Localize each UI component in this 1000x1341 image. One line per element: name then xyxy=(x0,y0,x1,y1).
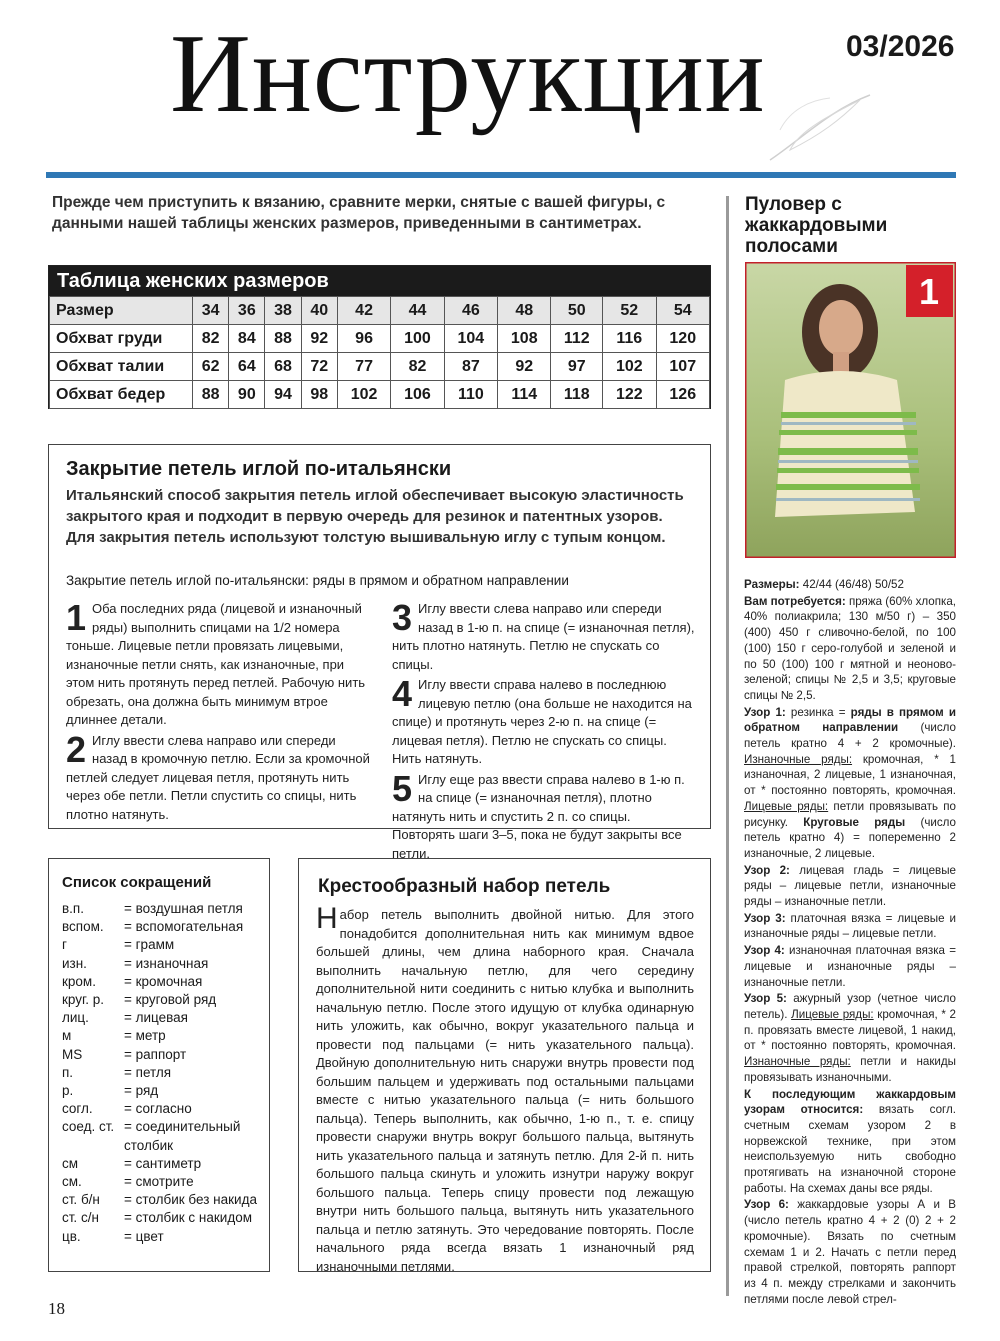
step-1 xyxy=(66,597,372,730)
size-table-row xyxy=(50,381,710,409)
size-cell: 34 xyxy=(193,297,229,325)
size-cell: 96 xyxy=(337,325,390,353)
pattern-paragraph xyxy=(744,1087,956,1197)
size-table-row xyxy=(50,325,710,353)
size-cell: 48 xyxy=(498,297,551,325)
pattern-text-segment: кромочная, * 1 изнаночная, 2 лицевые, 1 изнаночная, от * постоянно повторять, кромочная. xyxy=(744,752,956,798)
abbreviation-value: = лицевая xyxy=(124,1010,188,1026)
pattern-text-segment: Узор 1: xyxy=(744,705,786,719)
abbreviation-item xyxy=(62,991,262,1009)
pattern-text-segment: 42/44 (46/48) 50/52 xyxy=(802,578,904,591)
cross-caston-body xyxy=(316,902,694,1276)
abbreviation-key: круг. р. xyxy=(62,992,105,1008)
size-cell: 62 xyxy=(193,353,229,381)
italian-lead: Итальянский способ закрытия петель иглой обеспечивает высокую эластичность закрытого края и подходит в первую очередь для резинок и патентных узоров. Для закрытия петель используют толстую вышивальную иглу с тупым концом. xyxy=(66,487,684,546)
size-table-row xyxy=(50,297,710,325)
abbreviation-item xyxy=(62,1209,262,1227)
steps-left-column xyxy=(66,597,372,824)
abbreviation-key: п. xyxy=(62,1064,74,1080)
size-table-grid xyxy=(49,296,710,409)
abbreviation-item xyxy=(62,1100,262,1118)
size-cell: 87 xyxy=(444,353,497,381)
pattern-text-segment: Узор 6: xyxy=(744,1198,789,1212)
abbreviation-key: согл. xyxy=(62,1101,93,1117)
size-cell: 116 xyxy=(603,325,656,353)
pattern-text-segment: Узор 2: xyxy=(744,863,790,877)
pattern-text-segment: Лицевые ряды: xyxy=(744,799,829,813)
abbreviation-key: см. xyxy=(62,1174,82,1190)
intro-text: Прежде чем приступить к вязанию, сравните мерки, снятые с вашей фигуры, с данными нашей таблицы женских размеров, приведенными в сантиметрах. xyxy=(52,194,666,232)
size-cell: 102 xyxy=(337,381,390,409)
abbreviation-item xyxy=(62,1046,262,1064)
size-cell: 38 xyxy=(265,297,301,325)
abbreviation-key: изн. xyxy=(62,955,87,971)
size-cell: 36 xyxy=(229,297,265,325)
abbreviations-heading: Список сокращений xyxy=(62,874,212,891)
pattern-paragraph xyxy=(744,911,956,942)
pattern-text-segment: лицевая гладь = лицевые ряды – лицевые петли, изнаночные ряды – изнаночные петли. xyxy=(744,863,956,909)
pattern-text-segment: изнаночная платочная вязка = лицевые и изнаночные ряды – изнаночные петли. xyxy=(744,944,956,989)
pattern-text-segment: Размеры: xyxy=(744,578,800,591)
page-number: 18 xyxy=(48,1299,65,1318)
size-cell: 50 xyxy=(551,297,603,325)
size-cell: 94 xyxy=(265,381,301,409)
step-5 xyxy=(392,767,696,864)
abbreviation-item xyxy=(62,1173,262,1191)
size-cell: 104 xyxy=(444,325,497,353)
step-text: Оба последних ряда (лицевой и изнаночный ряды) выполнить спицами на 1/2 номера тоньше. Лицевые петли провязать лицевыми, изнаночные петли снять, как изнаночные, при этом нить протянуть перед петлей. Рабочую нить обрезать, она должна быть минимум втрое длиннее детали. xyxy=(66,601,366,727)
abbreviation-value: = цвет xyxy=(124,1228,164,1244)
size-cell: 40 xyxy=(301,297,337,325)
abbreviation-key: ст. б/н xyxy=(62,1192,100,1208)
pattern-paragraph xyxy=(744,943,956,990)
size-cell: 84 xyxy=(229,325,265,353)
pattern-text-segment: жаккардовые узоры А и В (число петель кратно 4 + 2 (0) 2 + 2 кромочные). Вязать по счетным схемам 1 и 2. Начать с петли перед правой стрелкой, повторять раппорт из 4 п. между стрелками и закончить петлями после левой стрел- xyxy=(744,1198,956,1306)
size-cell: 118 xyxy=(551,381,603,409)
abbreviation-key: кром. xyxy=(62,973,96,989)
size-cell: 114 xyxy=(498,381,551,409)
abbreviation-value: = вспомогательная xyxy=(124,919,244,935)
abbreviation-value: = согласно xyxy=(124,1101,192,1117)
pattern-text-segment: ряды в прямом и обратном направлении xyxy=(744,705,956,735)
abbreviation-key: лиц. xyxy=(62,1010,89,1026)
size-cell: 64 xyxy=(229,353,265,381)
step-number: 3 xyxy=(392,597,413,638)
step-4 xyxy=(392,673,696,769)
size-table-row xyxy=(50,353,710,381)
pattern-text-segment: К последующим жаккардовым узорам относится: xyxy=(744,1087,956,1117)
abbreviation-value: = столбик без накида xyxy=(124,1192,257,1208)
abbreviation-value: = грамм xyxy=(124,937,175,953)
abbreviation-item xyxy=(62,1027,262,1045)
pattern-text-segment: резинка = xyxy=(790,705,846,719)
abbreviation-key: см xyxy=(62,1155,79,1171)
pattern-text-segment: Узор 4: xyxy=(744,944,785,958)
pattern-text-segment: Вам потребуется: xyxy=(744,594,846,608)
pattern-text-segment: ажурный узор (четное число петель). xyxy=(744,992,956,1021)
feather-ornament-icon xyxy=(760,90,880,170)
step-2 xyxy=(66,728,372,825)
abbreviation-key: г xyxy=(62,937,67,953)
size-cell: 72 xyxy=(301,353,337,381)
pattern-paragraph xyxy=(744,594,956,704)
pattern-text-segment: Узор 3: xyxy=(744,911,786,925)
steps-right-column xyxy=(392,597,696,863)
size-cell: 88 xyxy=(193,381,229,409)
pattern-instructions xyxy=(744,577,956,1308)
abbreviation-item xyxy=(62,900,262,918)
cross-caston-text: абор петель выполнить двойной нитью. Для этого понадобится дополнительная нить как минимум вдвое большей длины, чем длина наборного края. Сначала выполнить начальную петлю, для чего середину дополнительной нити соединить с нитью клубка и выполнить начальную петлю. После этого идущую от клубка одинарную нить уложить, как обычно, вокруг указательного пальца и провести под пальцами (= нить указательного пальца). Двойную дополнительную нить снаружи внутрь провести под большим пальцем и удерживать под остальными пальцами вместе с нитью указательного пальца (= нить большого пальца). Теперь выполнить, как обычно, 1-ю п., т. е. спицу провести снаружи внутрь вокруг большого пальца, вытянуть нить указательного пальца и затянуть петлю. Для 2-й п. нить большого пальца скинуть и уложить изнутри наружу вокруг большого пальца. Теперь спицу провести под лежащую внутри нить большого пальца, вытянуть нить указательного пальца и петлю затянуть. Это чередование повторять. После начального ряда всегда вязать 1 изнаночный ряд изнаночными петлями. xyxy=(316,907,694,1274)
abbreviation-item xyxy=(62,973,262,991)
size-cell: 112 xyxy=(551,325,603,353)
abbreviation-value: = кромочная xyxy=(124,973,203,989)
abbreviation-value: = изнаночная xyxy=(124,955,209,971)
column-divider xyxy=(726,196,729,1296)
abbreviation-item xyxy=(62,955,262,973)
drop-cap: Н xyxy=(316,902,338,935)
size-cell: 42 xyxy=(337,297,390,325)
size-cell: 54 xyxy=(656,297,710,325)
pattern-title: Пуловер с жаккардовыми полосами xyxy=(745,194,888,257)
step-number: 5 xyxy=(392,767,413,809)
pattern-paragraph xyxy=(744,1197,956,1307)
abbreviation-item xyxy=(62,1155,262,1173)
size-cell: 108 xyxy=(498,325,551,353)
abbreviation-key: м xyxy=(62,1028,72,1044)
issue-number: 03/2026 xyxy=(846,30,955,63)
cross-caston-heading: Крестообразный набор петель xyxy=(318,876,611,897)
size-cell: 100 xyxy=(391,325,444,353)
size-cell: 126 xyxy=(656,381,710,409)
abbreviation-value: = метр xyxy=(124,1028,166,1044)
pattern-paragraph xyxy=(744,991,956,1085)
size-row-label: Обхват бедер xyxy=(50,381,193,409)
step-text: Иглу ввести слева направо или спереди назад в кромочную петлю. Если за кромочной петлей следует лицевая петля, протянуть нить через обе петли. Петли спустить со спицы, нить плотно натянуть. xyxy=(66,732,370,822)
size-cell: 44 xyxy=(391,297,444,325)
abbreviation-value: = столбик с накидом xyxy=(124,1210,253,1226)
pattern-text-segment: Лицевые ряды: xyxy=(791,1007,874,1021)
size-cell: 107 xyxy=(656,353,710,381)
pattern-text-segment: пряжа (60% хлопка, 40% полиакрила; 130 м/50 г) – 350 (400) 450 г сливочно-белой, по 100 (100) 150 г серо-голубой и зеленой и по 50 (100) 100 г мятной и неоново-зеленой; спицы № 2,5 и 3,5; круговые спицы № 2,5. xyxy=(744,594,956,702)
size-cell: 82 xyxy=(391,353,444,381)
size-table-title: Таблица женских размеров xyxy=(49,266,710,296)
abbreviation-key: MS xyxy=(62,1046,83,1062)
step-number: 1 xyxy=(66,597,87,638)
abbreviation-value: = петля xyxy=(124,1064,172,1080)
abbreviation-key: в.п. xyxy=(62,901,84,916)
pattern-text-segment: (число петель кратно 4 + 2 кромочные). xyxy=(744,721,956,751)
pattern-text-segment: кромочная, * 2 п. провязать вместе лицевой, 1 накид, от * постоянно повторять, кромочная. xyxy=(744,1007,956,1053)
abbreviation-value: = круговой ряд xyxy=(124,992,217,1008)
pattern-text-segment: Круговые ряды xyxy=(803,815,906,829)
size-cell: 88 xyxy=(265,325,301,353)
pattern-text-segment: Изнаночные ряды: xyxy=(744,1055,851,1069)
step-number: 4 xyxy=(392,673,413,714)
abbreviation-key: соед. ст. xyxy=(62,1119,115,1135)
size-cell: 97 xyxy=(551,353,603,381)
pattern-text-segment: (число петель кратно 4) = попеременно 2 изнаночные, 2 лицевые. xyxy=(744,815,956,860)
abbreviation-value: = соединительный столбик xyxy=(124,1119,241,1153)
italian-subheading: Закрытие петель иглой по-итальянски: ряды в прямом и обратном направлении xyxy=(66,573,569,588)
abbreviation-value: = смотрите xyxy=(124,1174,194,1190)
abbreviation-key: вспом. xyxy=(62,919,104,935)
pattern-text-segment: петли и накиды провязывать изнаночными. xyxy=(744,1055,956,1084)
size-cell: 52 xyxy=(603,297,656,325)
size-cell: 77 xyxy=(337,353,390,381)
abbreviation-item xyxy=(62,918,262,936)
size-row-label: Размер xyxy=(50,297,193,325)
size-cell: 106 xyxy=(391,381,444,409)
step-text: Иглу ввести слева направо или спереди назад в 1-ю п. на спице (= изнаночная петля), нить плотно натянуть. Петлю не спускать со спицы. xyxy=(392,601,695,672)
pattern-paragraph xyxy=(744,863,956,910)
pattern-paragraph xyxy=(744,577,956,593)
abbreviation-item xyxy=(62,1191,262,1209)
abbreviations-list xyxy=(62,900,262,1246)
abbreviation-item xyxy=(62,936,262,954)
size-row-label: Обхват талии xyxy=(50,353,193,381)
italian-heading: Закрытие петель иглой по-итальянски xyxy=(66,458,452,480)
size-cell: 82 xyxy=(193,325,229,353)
abbreviation-key: ст. с/н xyxy=(62,1210,99,1226)
step-text: Иглу еще раз ввести справа налево в 1-ю п. на спице (= изнаночная петля), плотно натянуть нить и спустить 2 п. со спицы. Повторять шаги 3–5, пока не будут закрыты все петли. xyxy=(392,771,685,861)
pattern-text-segment: Изнаночные ряды: xyxy=(744,752,853,766)
header-rule xyxy=(46,172,956,178)
abbreviation-value: = воздушная петля xyxy=(124,901,243,916)
size-cell: 102 xyxy=(603,353,656,381)
size-table xyxy=(48,265,711,409)
abbreviation-item xyxy=(62,1064,262,1082)
abbreviation-item xyxy=(62,1228,262,1246)
size-cell: 46 xyxy=(444,297,497,325)
sweater-photo xyxy=(745,262,956,558)
abbreviation-item xyxy=(62,1082,262,1100)
size-cell: 92 xyxy=(301,325,337,353)
abbreviation-value: = ряд xyxy=(124,1083,159,1099)
size-cell: 98 xyxy=(301,381,337,409)
step-text: Иглу ввести справа налево в последнюю лицевую петлю (она больше не находится на спице) и протянуть через 2-ю п. на спице (= лицевая петля). Петлю не спускать со спицы. Нить натянуть. xyxy=(392,677,692,766)
abbreviation-key: цв. xyxy=(62,1228,81,1244)
abbreviation-value: = раппорт xyxy=(124,1046,187,1062)
abbreviation-item xyxy=(62,1009,262,1027)
pattern-badge-number: 1 xyxy=(918,271,940,312)
abbreviation-key: р. xyxy=(62,1083,74,1099)
pattern-text-segment: Узор 5: xyxy=(744,992,787,1006)
abbreviation-item xyxy=(62,1118,262,1154)
pattern-text-segment: вязать согл. счетным схемам узором 2 в норвежской технике, при этом неиспользуемую нить свободно протягивать на изнаночной стороне работы. На схемах даны все ряды. xyxy=(744,1103,956,1195)
page-title: Инструкции xyxy=(170,12,766,136)
size-cell: 90 xyxy=(229,381,265,409)
step-3 xyxy=(392,597,696,674)
size-cell: 110 xyxy=(444,381,497,409)
pattern-paragraph xyxy=(744,705,956,862)
pattern-text-segment: петли провязывать по рисунку. xyxy=(744,799,956,829)
size-cell: 68 xyxy=(265,353,301,381)
pattern-text-segment: платочная вязка = лицевые и изнаночные ряды – лицевые петли. xyxy=(744,911,956,941)
size-row-label: Обхват груди xyxy=(50,325,193,353)
size-cell: 92 xyxy=(498,353,551,381)
size-cell: 122 xyxy=(603,381,656,409)
size-cell: 120 xyxy=(656,325,710,353)
abbreviation-value: = сантиметр xyxy=(124,1155,202,1171)
step-number: 2 xyxy=(66,728,87,770)
